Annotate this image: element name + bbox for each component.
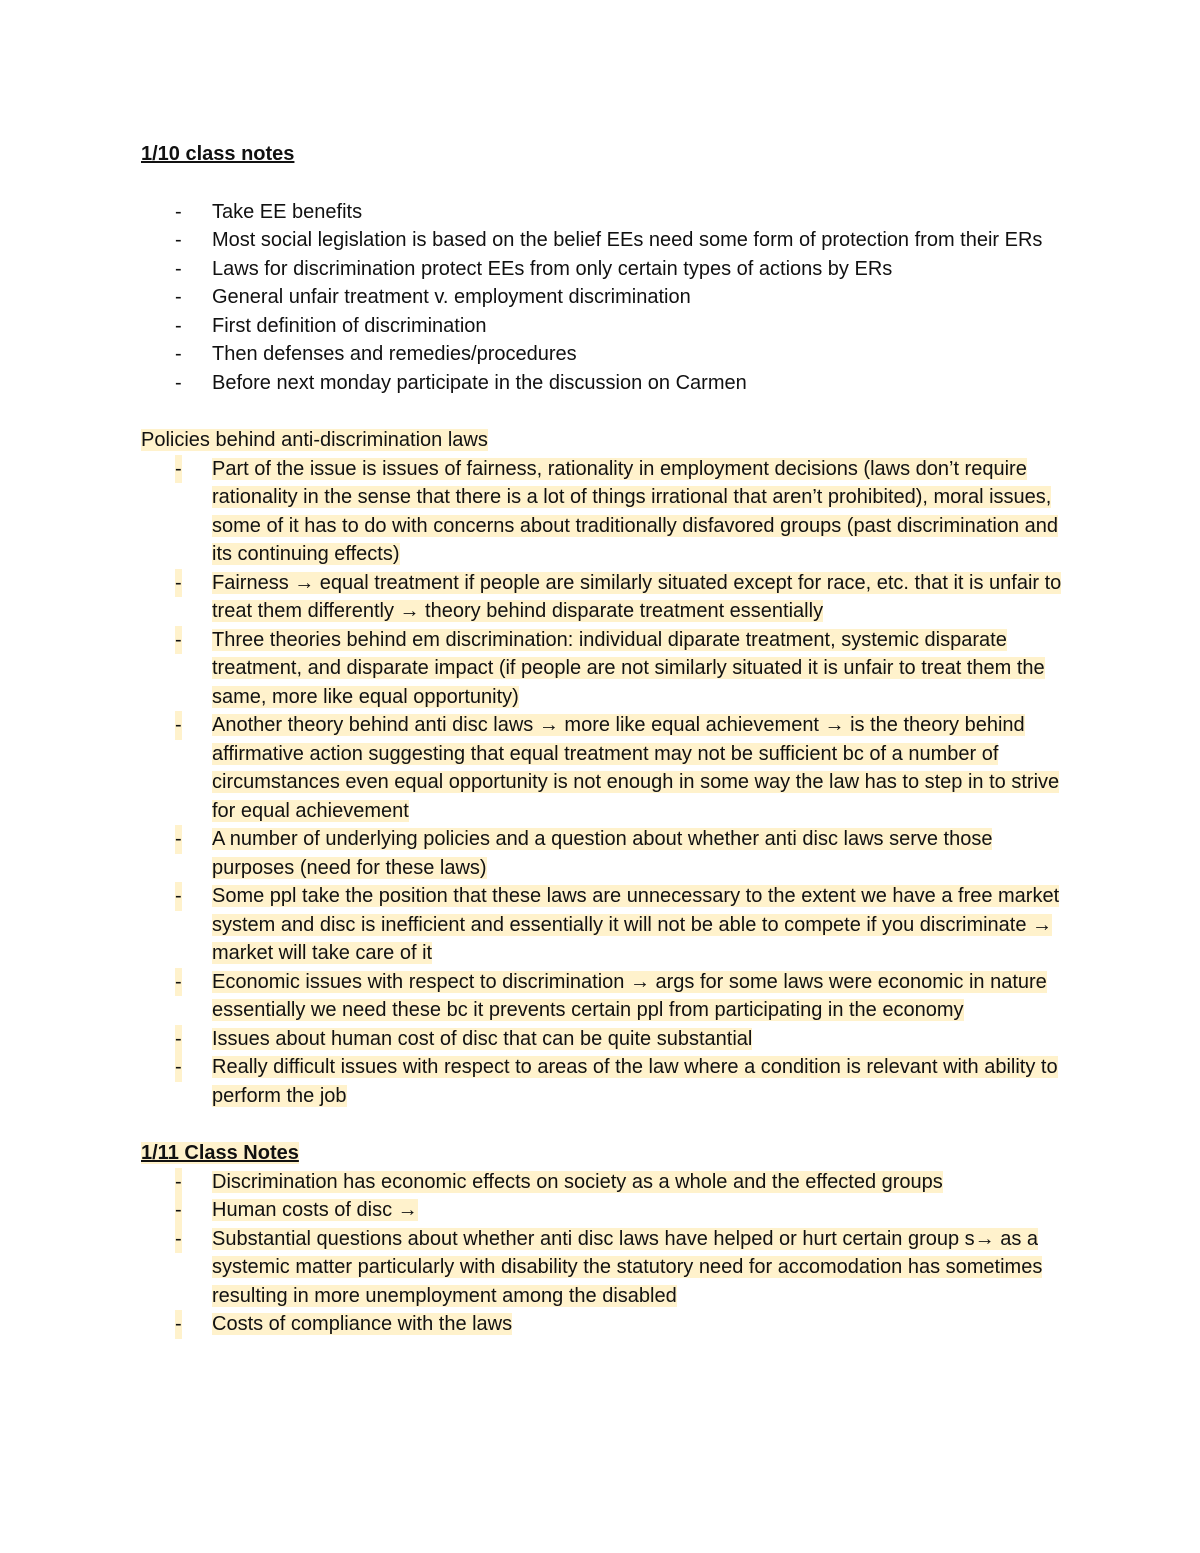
highlighted-title: Policies behind anti-discrimination laws — [141, 429, 488, 451]
dash-bullet: - — [175, 1196, 182, 1225]
dash-bullet: - — [175, 343, 182, 365]
dash-bullet: - — [175, 968, 182, 997]
list-item — [141, 1053, 1071, 1110]
list-item-text: Discrimination has economic effects on society as a whole and the effected groups — [212, 1170, 943, 1193]
list-item-text: Economic issues with respect to discrimination → args for some laws were economic in nature essentially we need these bc it prevents certain ppl from participating in the economy — [212, 970, 1047, 1021]
dash-bullet: - — [175, 314, 182, 337]
list-item — [141, 626, 1071, 712]
list-item — [141, 312, 1071, 341]
list-item — [141, 369, 1071, 398]
dash-bullet: - — [175, 200, 182, 223]
list-item — [141, 455, 1071, 569]
list-item-text: Then defenses and remedies/procedures — [212, 343, 577, 365]
list-item — [141, 968, 1071, 1025]
section-title-policies — [141, 426, 1071, 455]
list-item — [141, 1168, 1071, 1197]
dash-bullet: - — [175, 455, 182, 484]
list-item-text: General unfair treatment v. employment discrimination — [212, 286, 691, 308]
dash-bullet: - — [175, 1310, 182, 1339]
section-heading-1-10: 1/10 class notes — [141, 143, 295, 165]
dash-bullet: - — [175, 825, 182, 854]
list-item-text: First definition of discrimination — [212, 314, 487, 337]
list-item-text: Take EE benefits — [212, 200, 363, 223]
list-item — [141, 198, 1071, 227]
list-item-text: Before next monday participate in the discussion on Carmen — [212, 371, 747, 394]
list-item-text: Three theories behind em discrimination: individual diparate treatment, systemic disparate treatment, and disparate impact (if people are not similarly situated it is unfair to treat them the same, more like equal opportunity) — [212, 628, 1045, 708]
document-page — [141, 140, 1071, 1339]
list-item — [141, 340, 1071, 369]
notes-list-policies — [141, 455, 1071, 1111]
section-heading-1-11 — [141, 1139, 1071, 1168]
highlighted-heading: 1/11 Class Notes — [141, 1142, 299, 1164]
list-item — [141, 825, 1071, 882]
list-item-text: A number of underlying policies and a question about whether anti disc laws serve those purposes (need for these laws) — [212, 828, 993, 879]
list-item — [141, 882, 1071, 968]
list-item — [141, 711, 1071, 825]
dash-bullet: - — [175, 569, 182, 598]
list-item — [141, 1225, 1071, 1311]
list-item — [141, 1196, 1071, 1225]
dash-bullet: - — [175, 711, 182, 740]
list-item — [141, 569, 1071, 626]
list-item — [141, 255, 1071, 284]
list-item-text: Another theory behind anti disc laws → more like equal achievement → is the theory behind affirmative action suggesting that equal treatment may not be sufficient bc of a number of circumstances even equal opportunity is not enough in some way the law has to step in to strive for equal achievement — [212, 714, 1060, 822]
dash-bullet: - — [175, 1053, 182, 1082]
list-item — [141, 1310, 1071, 1339]
list-item-text: Laws for discrimination protect EEs from only certain types of actions by ERs — [212, 257, 893, 280]
notes-list-1-11 — [141, 1168, 1071, 1339]
dash-bullet: - — [175, 229, 182, 251]
list-item — [141, 1025, 1071, 1054]
list-item-text: Human costs of disc → — [212, 1199, 418, 1221]
dash-bullet: - — [175, 257, 182, 280]
list-item-text: Most social legislation is based on the belief EEs need some form of protection from their ERs — [212, 229, 1043, 251]
dash-bullet: - — [175, 286, 182, 308]
list-item-text: Fairness → equal treatment if people are similarly situated except for race, etc. that it is unfair to treat them differently → theory behind disparate treatment essentially — [212, 571, 1062, 622]
list-item-text: Costs of compliance with the laws — [212, 1313, 513, 1335]
list-item — [141, 226, 1071, 255]
notes-list-1-10 — [141, 198, 1071, 398]
list-item-text: Really difficult issues with respect to areas of the law where a condition is relevant with ability to perform the job — [212, 1056, 1058, 1107]
dash-bullet: - — [175, 882, 182, 911]
dash-bullet: - — [175, 626, 182, 655]
list-item — [141, 283, 1071, 312]
list-item-text: Part of the issue is issues of fairness, rationality in employment decisions (laws don’t require rationality in the sense that there is a lot of things irrational that aren’t prohibited), moral issues, some of it has to do with concerns about traditionally disfavored groups (past discrimination and its continuing effects) — [212, 457, 1059, 565]
dash-bullet: - — [175, 1025, 182, 1054]
dash-bullet: - — [175, 1225, 182, 1254]
dash-bullet: - — [175, 371, 182, 394]
dash-bullet: - — [175, 1168, 182, 1197]
list-item-text: Substantial questions about whether anti disc laws have helped or hurt certain group s→ as a systemic matter particularly with disability the statutory need for accomodation has sometimes resulting in more unemployment among the disabled — [212, 1227, 1043, 1307]
list-item-text: Issues about human cost of disc that can be quite substantial — [212, 1027, 753, 1050]
list-item-text: Some ppl take the position that these laws are unnecessary to the extent we have a free market system and disc is inefficient and essentially it will not be able to compete if you discriminate → market will take care of it — [212, 885, 1060, 964]
